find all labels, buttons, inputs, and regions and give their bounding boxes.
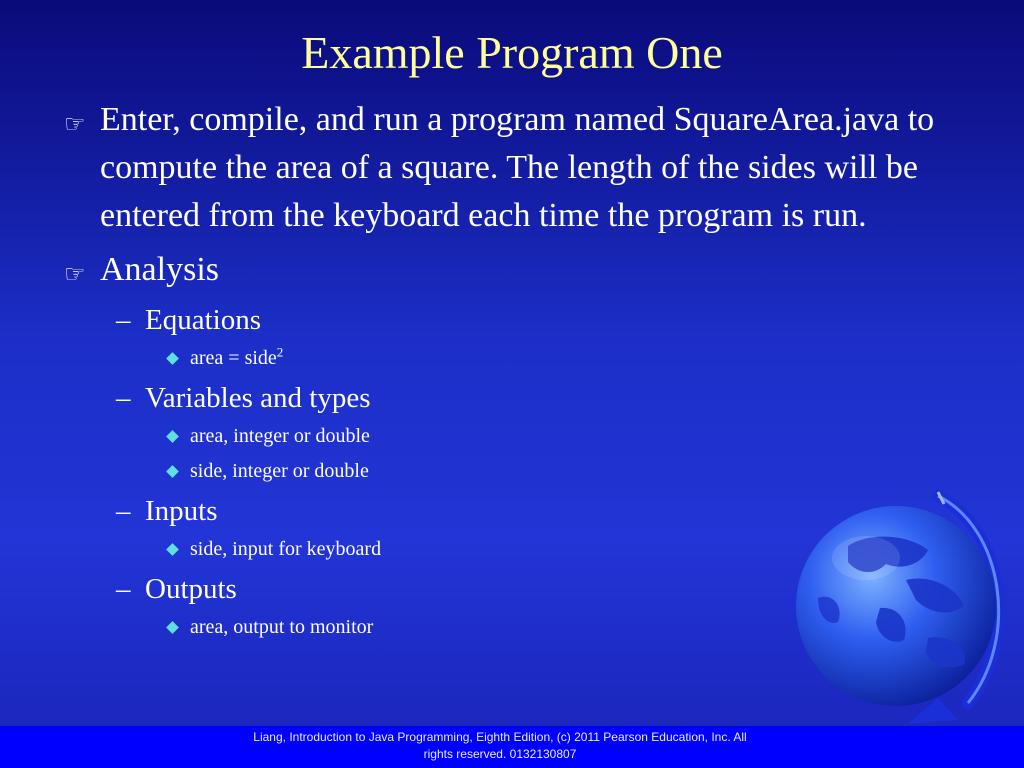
dash-marker: – [116, 382, 131, 414]
sub-bullet-text: Inputs [145, 495, 218, 527]
footer-bar [0, 726, 1024, 768]
sub-bullet-text: Equations [145, 304, 261, 336]
footer-copyright [150, 729, 850, 763]
sub-bullet-text: Outputs [145, 573, 237, 605]
pointing-hand-icon: ☞ [64, 110, 86, 138]
slide-title: Example Program One [301, 27, 723, 78]
sub-bullet-variables [60, 378, 970, 418]
sub-bullet-equations [60, 300, 970, 340]
diamond-icon [166, 352, 179, 365]
sub-bullet-text: Variables and types [145, 382, 371, 414]
item-area-type [60, 421, 970, 452]
diamond-icon [166, 430, 179, 443]
bullet-intro-text: Enter, compile, and run a program named SquareArea.java to compute the area of a square. The length of the sides will be entered from the keyboard each time the program is run. [100, 101, 935, 234]
pointing-hand-icon: ☞ [64, 260, 86, 288]
footer-line-2: rights reserved. 0132130807 [423, 747, 577, 761]
item-area-equation [60, 343, 970, 374]
globe-icon [788, 488, 1018, 728]
bullet-intro [60, 96, 970, 240]
item-text: side, integer or double [190, 460, 369, 482]
diamond-icon [166, 621, 179, 634]
dash-marker: – [116, 304, 131, 336]
item-text: area = side [190, 347, 277, 369]
diamond-icon [166, 465, 179, 478]
dash-marker: – [116, 495, 131, 527]
diamond-icon [166, 543, 179, 556]
superscript: 2 [276, 344, 284, 360]
footer-line-1: Liang, Introduction to Java Programming, Eighth Edition, (c) 2011 Pearson Education, Inc. All [253, 730, 747, 744]
bullet-analysis [60, 246, 970, 294]
item-text: area, integer or double [190, 425, 370, 447]
item-side-type [60, 456, 970, 487]
item-text: area, output to monitor [190, 616, 374, 638]
bullet-analysis-text: Analysis [100, 251, 219, 288]
dash-marker: – [116, 573, 131, 605]
item-text: side, input for keyboard [190, 538, 382, 560]
